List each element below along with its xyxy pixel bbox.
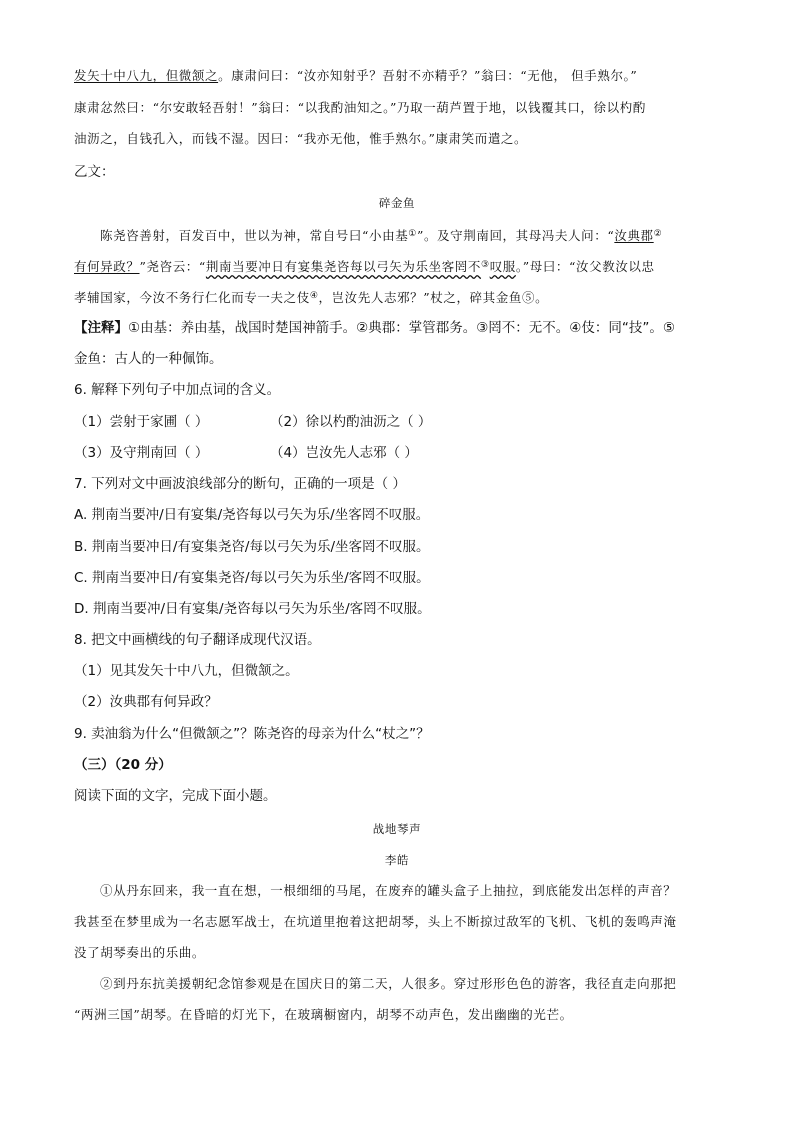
- article-author: 李皓: [384, 853, 410, 867]
- underlined-sentence: 发矢十中八九，但微颔之: [74, 68, 219, 83]
- question-6-item-1: （1）尝射于家圃（ ）: [74, 414, 209, 430]
- question-7-option-d: D. 荆南当要冲/日有宴集/尧咨每以弓矢为乐坐/客罔不叹服。: [74, 601, 431, 617]
- footnote-mark: ③: [481, 260, 490, 270]
- notes-line-1: [74, 318, 675, 338]
- question-7-option-b: B. 荆南当要冲日/有宴集尧咨/每以弓矢为乐/坐客罔不叹服。: [74, 539, 430, 555]
- footnote-mark: ④: [309, 291, 319, 301]
- jia-line-3: 油沥之，自钱孔入，而钱不湿。因曰：“我亦无他，惟手熟尔。”康肃笑而遣之。: [74, 131, 528, 146]
- underlined-sentence: 汝典郡: [614, 228, 654, 243]
- paragraph-1-line-2: 我甚至在梦里成为一名志愿军战士，在坑道里抱着这把胡琴，头上不断掠过敌军的飞机、飞机的轰鸣声淹: [74, 914, 677, 929]
- footnote-mark: ①: [408, 229, 417, 239]
- jia-line-2: 康肃忿然曰：“尔安敢轻吾射！”翁曰：“以我酌油知之。”乃取一葫芦置于地，以钱覆其口，徐以杓酌: [74, 100, 646, 115]
- notes-line-2: 金鱼：古人的一种佩饰。: [74, 351, 223, 367]
- text-span: 。”母曰：“汝父教汝以忠: [515, 259, 655, 274]
- question-8-item-2: （2）汝典郡有何异政？: [74, 694, 218, 710]
- question-7-option-a: A. 荆南当要冲/日有宴集/尧咨每以弓矢为乐/坐客罔不叹服。: [74, 507, 430, 523]
- text-span: 。康肃问曰：“汝亦知射乎？吾射不亦精乎？”翁曰：“无他， 但手熟尔。”: [218, 68, 638, 83]
- paragraph-2-line-2: “两洲三国”胡琴。在昏暗的灯光下，在玻璃橱窗内，胡琴不动声色，发出幽幽的光芒。: [74, 1007, 573, 1022]
- text-span: ”。及守荆南回，其母冯夫人问：“: [416, 228, 615, 243]
- text-span: ，岂汝先人志邪？”杖之，碎其金鱼⑤。: [318, 290, 549, 305]
- yi-label: 乙文：: [74, 164, 115, 180]
- text-span: ”尧咨云：“: [139, 259, 206, 274]
- yi-line-1: [100, 224, 662, 246]
- question-8-stem: 8. 把文中画横线的句子翻译成现代汉语。: [74, 632, 321, 648]
- yi-line-2: [74, 255, 655, 277]
- text-span: ①由基：养由基，战国时楚国神箭手。②典郡：掌管郡务。③罔不：无不。④伎：同“技”。⑤: [128, 320, 675, 336]
- question-8-item-1: （1）见其发矢十中八九，但微颔之。: [74, 663, 299, 679]
- underlined-sentence: 有何异政？: [74, 259, 140, 274]
- question-6-item-4: （4）岂汝先人志邪（ ）: [270, 445, 418, 461]
- question-6-item-2: （2）徐以杓酌油沥之（ ）: [270, 414, 432, 430]
- footnote-mark: ②: [653, 229, 663, 239]
- wavy-underlined-sentence: 叹服: [489, 259, 516, 274]
- article-title: 战地琴声: [372, 822, 422, 836]
- question-6-item-3: （3）及守荆南回（ ）: [74, 445, 209, 461]
- question-7-stem: 7. 下列对文中画波浪线部分的断句，正确的一项是（ ）: [74, 476, 406, 492]
- paragraph-1-line-1: ①从丹东回来，我一直在想，一根细细的马尾，在废弃的罐头盒子上抽拉，到底能发出怎样的声音？: [100, 883, 677, 898]
- wavy-underlined-sentence: 荆南当要冲日有宴集尧咨每以弓矢为乐坐客罔不: [205, 259, 482, 274]
- yi-title: 碎金鱼: [378, 196, 416, 210]
- text-span: 孝辅国家，今汝不务行仁化而专一夫之伎: [74, 290, 310, 305]
- question-6-stem: 6. 解释下列句子中加点词的含义。: [74, 382, 281, 398]
- jia-line-1: [74, 66, 637, 86]
- section-3-heading: （三）（20 分）: [74, 757, 172, 773]
- question-9-stem: 9. 卖油翁为什么“但微颔之”？陈尧咨的母亲为什么“杖之”？: [74, 726, 430, 742]
- paragraph-1-line-3: 没了胡琴奏出的乐曲。: [74, 945, 206, 960]
- text-span: 陈尧咨善射，百发百中，世以为神，常自号曰“小由基: [100, 228, 409, 243]
- paragraph-2-line-1: ②到丹东抗美援朝纪念馆参观是在国庆日的第二天，人很多。穿过形形色色的游客，我径直走向那把: [100, 976, 677, 991]
- notes-label: 【注释】: [74, 320, 128, 336]
- section-3-instruction: 阅读下面的文字，完成下面小题。: [74, 788, 277, 804]
- yi-line-3: [74, 286, 548, 308]
- question-7-option-c: C. 荆南当要冲日/有宴集尧咨/每以弓矢为乐坐/客罔不叹服。: [74, 570, 430, 586]
